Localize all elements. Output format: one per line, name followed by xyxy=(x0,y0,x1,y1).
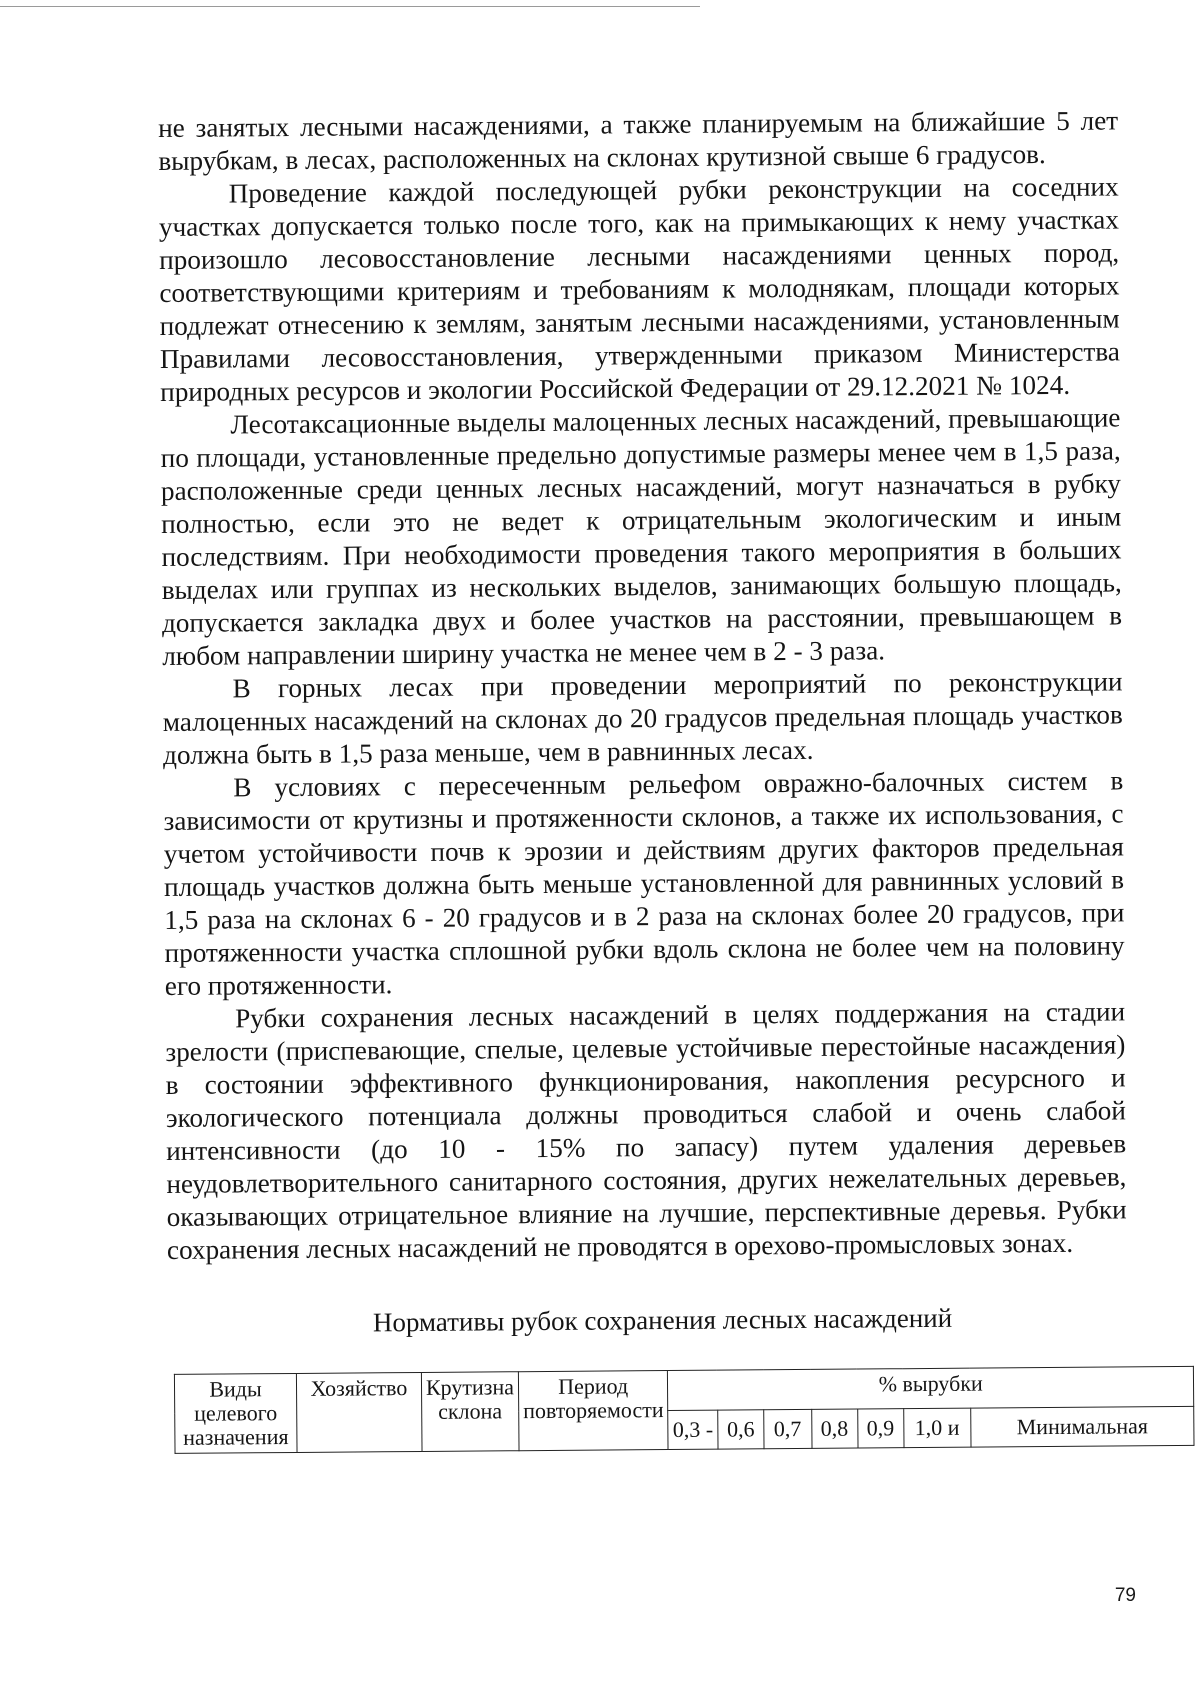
density-col: 0,9 xyxy=(857,1408,903,1448)
header-types: Виды целевого назначения xyxy=(174,1373,297,1453)
header-slope: Крутизна склона xyxy=(421,1372,519,1452)
paragraph-2: Проведение каждой последующей рубки реконструкции на соседних участках допускается только после того, как на примыкающих к нему участках произошло лесовосстановление лесными насаждениями ценных пород, соответствующими критериям и требованиям к молоднякам, площади которых подлежат отнесению к землям, занятым лесными насаждениями, установленным Правилами лесовосстановления, утвержденными приказом Министерства природных ресурсов и экологии Российской Федерации от 29.12.2021 № 1024. xyxy=(158,171,1121,407)
density-col: 0,7 xyxy=(764,1409,812,1449)
document-page xyxy=(158,104,1149,1453)
density-col-minimal: Минимальная xyxy=(971,1406,1194,1447)
page-number: 79 xyxy=(1114,1585,1136,1606)
density-col: 0,8 xyxy=(811,1409,857,1449)
paragraph-5: В условиях с пересеченным рельефом овражно-балочных систем в зависимости от крутизны и протяженности склонов, а также их использования, с учетом устойчивости почв к эрозии и действиям других факторов предельная площадь участков должна быть меньше установленной для равнинных условий в 1,5 раза на склонах 6 - 20 градусов и в 2 раза на склонах более 20 градусов, при протяженности участка сплошной рубки вдоль склона не более чем на половину его протяженности. xyxy=(163,765,1125,1001)
paragraph-3: Лесотаксационные выделы малоценных лесных насаждений, превышающие по площади, установленные предельно допустимые размеры менее чем в 1,5 раза, расположенные среди ценных лесных насаждений, могут назначаться в рубку полностью, если это не ведет к отрицательным экологическим и иным последствиям. При необходимости проведения такого мероприятия в больших выделах или группах из нескольких выделов, занимающих большую площадь, допускается закладка двух и более участков на расстоянии, превышающем в любом направлении ширину участка не менее чем в 2 - 3 раза. xyxy=(160,402,1123,671)
paragraph-4: В горных лесах при проведении мероприятий по реконструкции малоценных насаждений на склонах до 20 градусов предельная площадь участков должна быть в 1,5 раза меньше, чем в равнинных лесах. xyxy=(162,666,1123,770)
paragraph-6: Рубки сохранения лесных насаждений в целях поддержания на стадии зрелости (приспевающие, спелые, целевые устойчивые перестойные насаждения) в состоянии эффективного функционирования, накопления ресурсного и экологического потенциала должны проводиться слабой и очень слабой интенсивности (до 10 - 15% по запасу) путем удаления деревьев неудовлетворительного санитарного состояния, других нежелательных деревьев, оказывающих отрицательное влияние на лучшие, перспективные деревья. Рубки сохранения лесных насаждений не проводятся в орехово-промысловых зонах. xyxy=(165,996,1127,1265)
density-col: 0,3 - xyxy=(668,1410,718,1450)
density-col: 1,0 и xyxy=(903,1408,971,1448)
scan-top-rule xyxy=(0,6,700,7)
header-period: Период повторяемости xyxy=(518,1371,668,1451)
table-title: Нормативы рубок сохранения лесных насаждений xyxy=(372,1302,953,1338)
paragraph-1: не занятых лесными насаждениями, а также планируемым на ближайшие 5 лет вырубкам, в лесах, расположенных на склонах крутизной свыше 6 градусов. xyxy=(158,105,1119,176)
header-percent: % вырубки xyxy=(668,1366,1194,1410)
density-col: 0,6 xyxy=(718,1409,764,1449)
header-farm: Хозяйство xyxy=(296,1372,422,1452)
norms-table xyxy=(174,1366,1195,1454)
